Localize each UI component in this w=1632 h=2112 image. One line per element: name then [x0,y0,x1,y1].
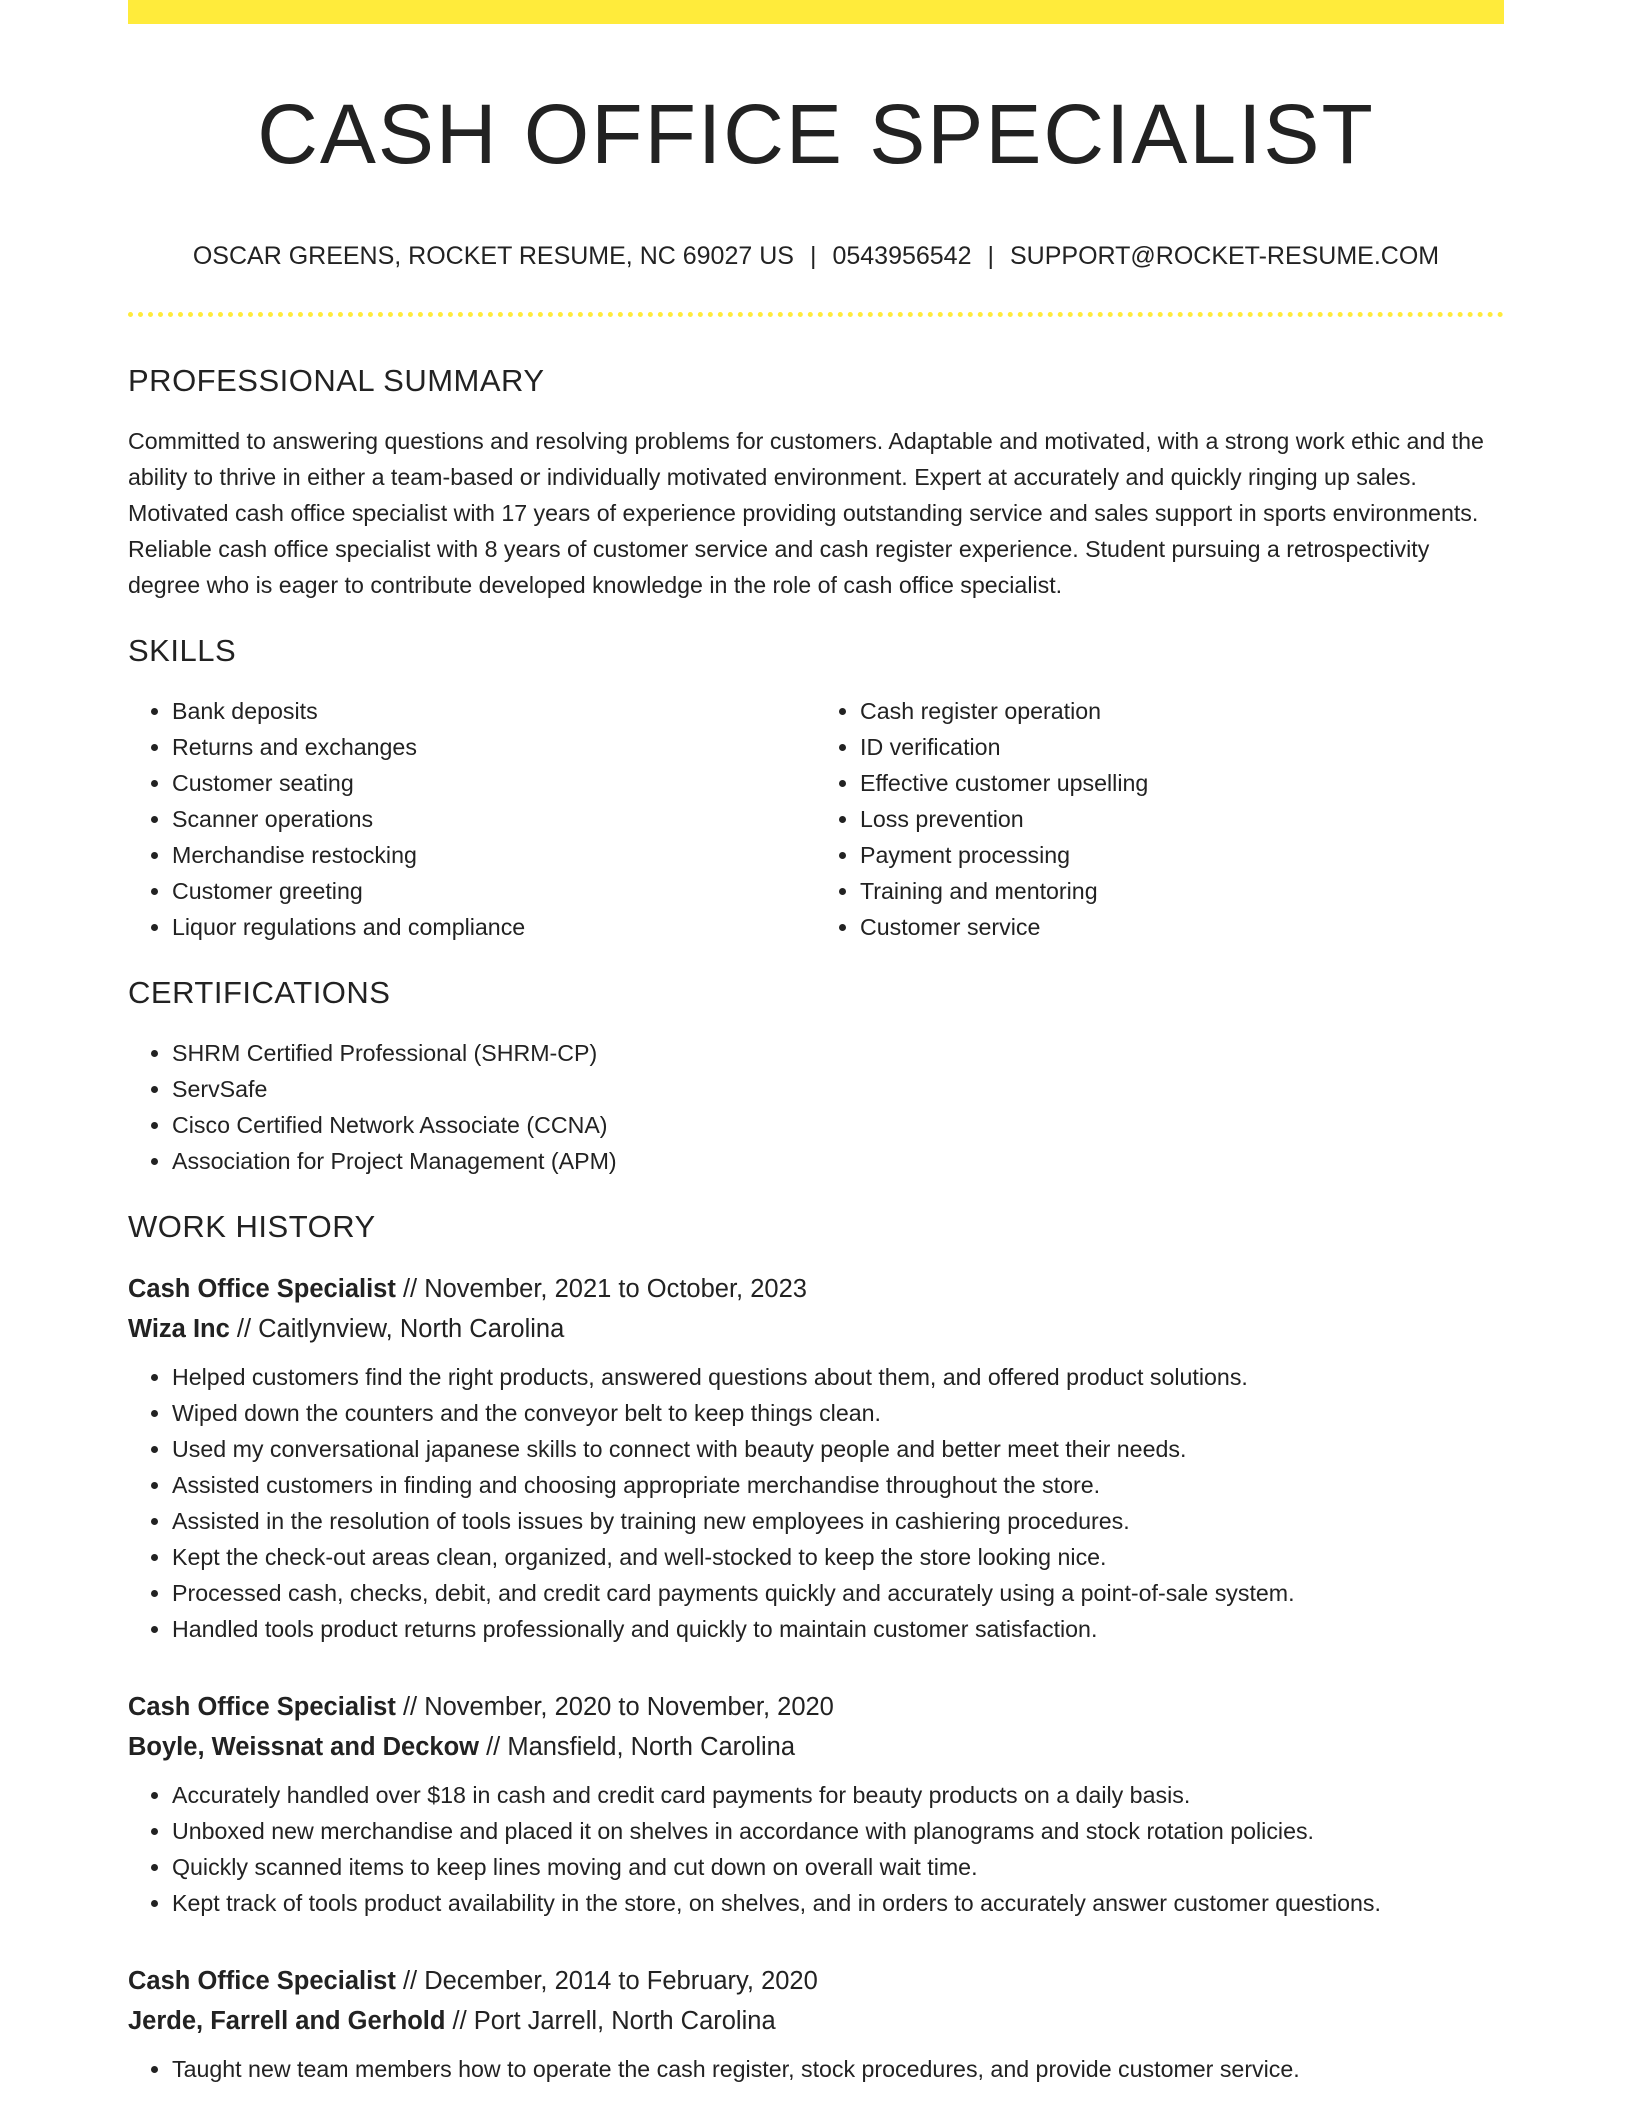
skill-item: • Merchandise restocking [172,837,816,873]
skills-column-right [816,693,1504,945]
job-company: Wiza Inc [128,1315,230,1343]
job-company-line [128,1727,1504,1767]
job-bullet: • Quickly scanned items to keep lines moving and cut down on overall wait time. [172,1849,1504,1885]
job-bullets [128,2051,1504,2087]
skill-item: • Payment processing [860,837,1504,873]
job-company-line [128,1309,1504,1349]
job-bullet: • Taught new team members how to operate the cash register, stock procedures, and provide customer service. [172,2051,1504,2087]
skill-item: • Customer seating [172,765,816,801]
dotted-divider [128,312,1504,317]
skills-column-left [128,693,816,945]
skill-item: • Customer service [860,909,1504,945]
resume-page [128,0,1504,2087]
skill-item: • Liquor regulations and compliance [172,909,816,945]
job-bullet: • Assisted customers in finding and choosing appropriate merchandise throughout the store. [172,1467,1504,1503]
summary-heading: PROFESSIONAL SUMMARY [128,363,545,398]
certification-item: • Cisco Certified Network Associate (CCNA) [172,1107,1504,1143]
top-accent-bar [128,0,1504,24]
contact-email: SUPPORT@ROCKET-RESUME.COM [1010,242,1440,270]
job-entry [128,1687,1504,1921]
certification-item: • Association for Project Management (APM) [172,1143,1504,1179]
job-bullet: • Assisted in the resolution of tools issues by training new employees in cashiering procedures. [172,1503,1504,1539]
certifications-list [128,1035,1504,1179]
skills-heading: SKILLS [128,633,237,668]
job-bullet: • Used my conversational japanese skills to connect with beauty people and better meet their needs. [172,1431,1504,1467]
job-bullet: • Helped customers find the right products, answered questions about them, and offered product solutions. [172,1359,1504,1395]
job-title-line [128,1961,1504,2001]
contact-separator: | [987,242,994,270]
skill-item: • Training and mentoring [860,873,1504,909]
job-bullet: • Wiped down the counters and the conveyor belt to keep things clean. [172,1395,1504,1431]
job-company: Jerde, Farrell and Gerhold [128,2007,446,2035]
job-company: Boyle, Weissnat and Deckow [128,1733,479,1761]
job-bullet: • Accurately handled over $18 in cash and credit card payments for beauty products on a daily basis. [172,1777,1504,1813]
skill-item: • Bank deposits [172,693,816,729]
certification-item: • ServSafe [172,1071,1504,1107]
certification-item: • SHRM Certified Professional (SHRM-CP) [172,1035,1504,1071]
skill-item: • ID verification [860,729,1504,765]
job-location: // Caitlynview, North Carolina [229,1315,565,1343]
job-location: // Port Jarrell, North Carolina [445,2007,776,2035]
job-bullet: • Kept the check-out areas clean, organized, and well-stocked to keep the store looking nice. [172,1539,1504,1575]
work-history-heading: WORK HISTORY [128,1209,376,1244]
job-bullet: • Handled tools product returns professionally and quickly to maintain customer satisfaction. [172,1611,1504,1647]
job-dates: // December, 2014 to February, 2020 [395,1967,818,1995]
skills-list [128,693,1504,945]
job-company-line [128,2001,1504,2041]
job-title-line [128,1269,1504,1309]
skill-item: • Loss prevention [860,801,1504,837]
skill-item: • Cash register operation [860,693,1504,729]
certifications-heading: CERTIFICATIONS [128,975,391,1010]
job-bullet: • Unboxed new merchandise and placed it on shelves in accordance with planograms and stock rotation policies. [172,1813,1504,1849]
summary-text: Committed to answering questions and resolving problems for customers. Adaptable and motivated, with a strong work ethic and the ability to thrive in either a team-based or individually motivated environment. Expert at accurately and quickly ringing up sales. Motivated cash office specialist with 17 years of experience providing outstanding service and sales support in sports environments. Reliable cash office specialist with 8 years of customer service and cash register experience. Student pursuing a retrospectivity degree who is eager to contribute developed knowledge in the role of cash office specialist. [128,428,1484,598]
job-dates: // November, 2021 to October, 2023 [395,1275,807,1303]
job-role: Cash Office Specialist [128,1693,396,1721]
job-bullet: • Processed cash, checks, debit, and credit card payments quickly and accurately using a point-of-sale system. [172,1575,1504,1611]
skill-item: • Scanner operations [172,801,816,837]
contact-line [128,240,1504,272]
job-title-line [128,1687,1504,1727]
skill-item: • Customer greeting [172,873,816,909]
job-entry [128,1269,1504,1647]
job-role: Cash Office Specialist [128,1967,396,1995]
resume-title: CASH OFFICE SPECIALIST [257,87,1375,181]
contact-address: OSCAR GREENS, ROCKET RESUME, NC 69027 US [192,242,794,270]
job-entry [128,1961,1504,2087]
job-bullets [128,1777,1504,1921]
job-bullet: • Kept track of tools product availability in the store, on shelves, and in orders to accurately answer customer questions. [172,1885,1504,1921]
skill-item: • Returns and exchanges [172,729,816,765]
job-role: Cash Office Specialist [128,1275,396,1303]
skill-item: • Effective customer upselling [860,765,1504,801]
job-bullets [128,1359,1504,1647]
contact-phone: 0543956542 [832,242,972,270]
job-location: // Mansfield, North Carolina [478,1733,796,1761]
contact-separator: | [809,242,817,270]
work-history-list [128,1269,1504,2087]
job-dates: // November, 2020 to November, 2020 [395,1693,834,1721]
